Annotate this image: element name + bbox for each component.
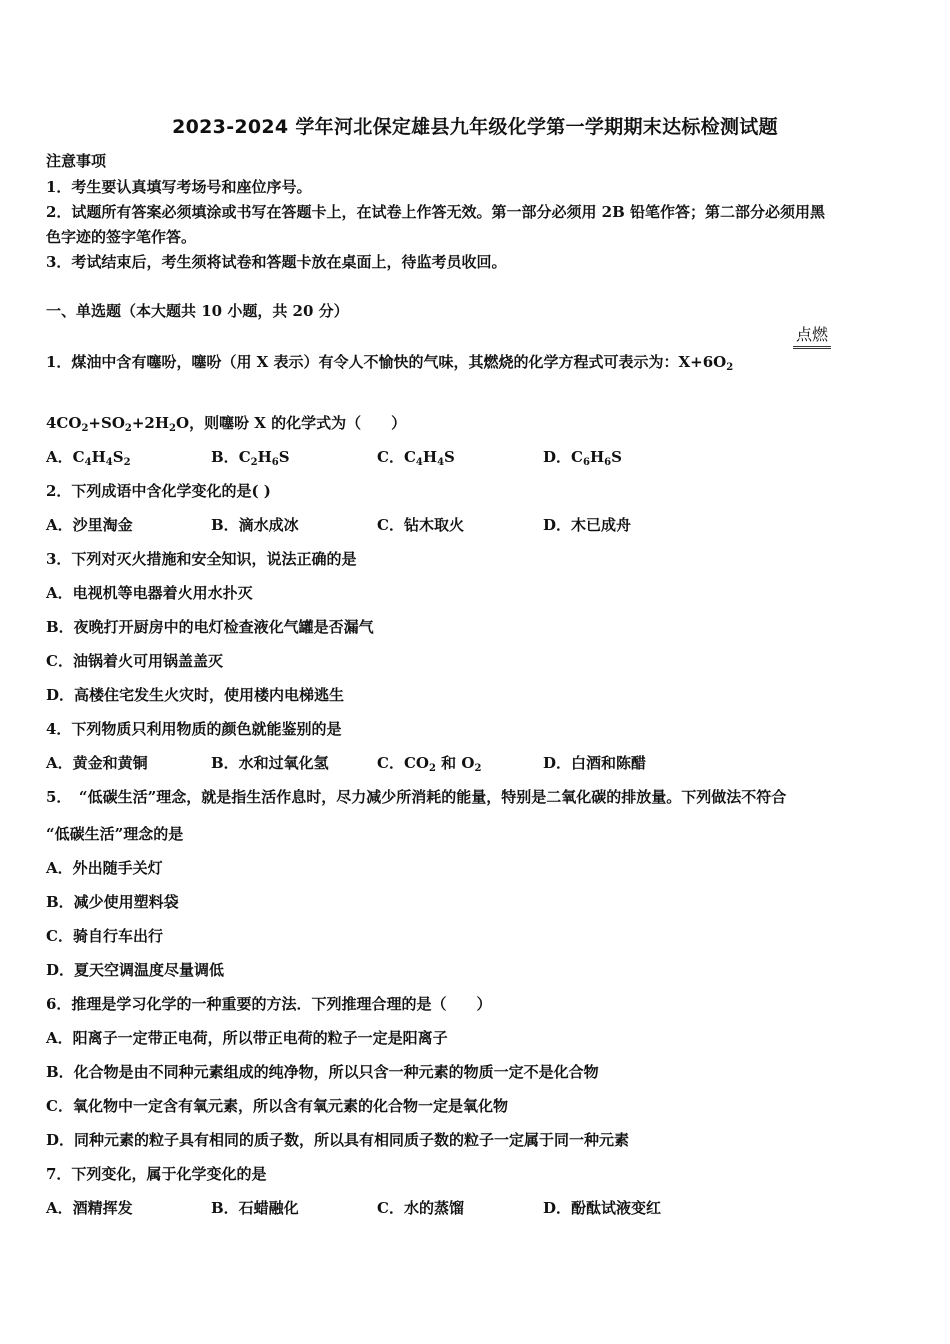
q2-option-d: D．木已成舟 (543, 516, 632, 534)
formula-part: H (91, 448, 106, 466)
formula-part: +SO (88, 414, 125, 432)
notice-item: 1．考生要认真填写考场号和座位序号。 (46, 178, 312, 196)
q5-option-d: D．夏天空调温度尽量调低 (46, 961, 225, 979)
q7-option-c: C．水的蒸馏 (377, 1199, 464, 1217)
q7-option-b: B．石蜡融化 (211, 1199, 299, 1217)
subscript: 2 (124, 423, 132, 434)
subscript: 4 (415, 457, 423, 468)
q3-option-c: C．油锅着火可用锅盖盖灭 (46, 652, 223, 670)
section-heading: 一、单选题（本大题共 10 小题，共 20 分） (46, 302, 349, 320)
notice-heading: 注意事项 (46, 152, 107, 170)
option-label: D． (543, 448, 572, 466)
q1-option (211, 447, 290, 467)
question-5-continued: “低碳生活”理念的是 (46, 825, 184, 843)
page-title: 2023-2024 学年河北保定雄县九年级化学第一学期期末达标检测试题 (172, 116, 778, 138)
subscript: 6 (271, 457, 279, 468)
notice-item: 2．试题所有答案必须填涂或书写在答题卡上，在试卷上作答无效。第一部分必须用 2B 铅笔作答；第二部分必须用黑 (46, 203, 826, 221)
subscript: 4 (437, 457, 445, 468)
q5-option-c: C．骑自行车出行 (46, 927, 163, 945)
subscript: 2 (250, 457, 258, 468)
question-6: 6．推理是学习化学的一种重要的方法．下列推理合理的是（ ） (46, 995, 492, 1013)
formula-part: C (571, 448, 583, 466)
formula-part: H (422, 448, 438, 466)
option-label: C． (377, 448, 404, 466)
q5-option-b: B．减少使用塑料袋 (46, 893, 179, 911)
subscript: 2 (81, 423, 89, 434)
subscript: 2 (123, 457, 131, 468)
q6-option-d: D．同种元素的粒子具有相同的质子数，所以具有相同质子数的粒子一定属于同一种元素 (46, 1131, 630, 1149)
formula-part: C (403, 448, 416, 466)
q3-option-a: A．电视机等电器着火用水扑灭 (46, 584, 253, 602)
formula-part: S (611, 448, 622, 466)
formula-part: +2H (131, 414, 170, 432)
formula-part: CO (403, 754, 429, 772)
q6-option-a: A．阳离子一定带正电荷，所以带正电荷的粒子一定是阳离子 (46, 1029, 448, 1047)
q3-option-d: D．高楼住宅发生火灾时，使用楼内电梯逃生 (46, 686, 345, 704)
question-3: 3．下列对灭火措施和安全知识，说法正确的是 (46, 550, 357, 568)
formula-part: C (238, 448, 251, 466)
q7-option-a: A．酒精挥发 (46, 1199, 133, 1217)
q4-option-a: A．黄金和黄铜 (46, 754, 148, 772)
q7-option-d: D．酚酞试液变红 (543, 1199, 662, 1217)
question-1-continued (46, 413, 406, 433)
reaction-condition: 点燃 (793, 326, 831, 349)
option-label: C． (377, 754, 404, 772)
q2-option-b: B．滴水成冰 (211, 516, 299, 534)
q2-option-a: A．沙里淘金 (46, 516, 133, 534)
subscript: 2 (726, 362, 734, 373)
q4-option-d: D．白酒和陈醋 (543, 754, 647, 772)
question-1 (46, 352, 733, 372)
question-7: 7．下列变化，属于化学变化的是 (46, 1165, 267, 1183)
q4-option-b: B．水和过氧化氢 (211, 754, 329, 772)
q4-option-c (377, 753, 481, 773)
equation-lhs: X+6O (678, 353, 727, 371)
subscript: 4 (84, 457, 92, 468)
subscript: 2 (169, 423, 177, 434)
subscript: 2 (428, 763, 436, 774)
formula-part: O，则噻吩 X 的化学式为（ ） (176, 414, 407, 432)
notice-item: 3．考试结束后，考生须将试卷和答题卡放在桌面上，待监考员收回。 (46, 253, 507, 271)
q5-option-a: A．外出随手关灯 (46, 859, 163, 877)
q6-option-c: C．氧化物中一定含有氧元素，所以含有氧元素的化合物一定是氧化物 (46, 1097, 508, 1115)
q6-option-b: B．化合物是由不同种元素组成的纯净物，所以只含一种元素的物质一定不是化合物 (46, 1063, 599, 1081)
formula-part: H (589, 448, 605, 466)
formula-part: S (112, 448, 124, 466)
formula-part: S (278, 448, 290, 466)
question-1-text: 1．煤油中含有噻吩，噻吩（用 X 表示）有令人不愉快的气味，其燃烧的化学方程式可表示为： (46, 353, 679, 371)
notice-item: 色字迹的签字笔作答。 (46, 228, 197, 246)
formula-part: 4CO (46, 414, 82, 432)
question-2: 2．下列成语中含化学变化的是( ) (46, 482, 271, 500)
question-4: 4．下列物质只利用物质的颜色就能鉴别的是 (46, 720, 342, 738)
q1-option (543, 447, 622, 467)
formula-part: C (72, 448, 85, 466)
option-label: B． (211, 448, 239, 466)
formula-part: S (444, 448, 455, 466)
formula-part: H (257, 448, 272, 466)
subscript: 4 (105, 457, 113, 468)
option-label: A． (46, 448, 73, 466)
subscript: 2 (474, 763, 482, 774)
q1-option (46, 447, 131, 467)
question-5: 5． “低碳生活”理念，就是指生活作息时，尽力减少所消耗的能量，特别是二氧化碳的排放量。下列做法不符合 (46, 788, 787, 806)
subscript: 6 (604, 457, 612, 468)
q2-option-c: C．钻木取火 (377, 516, 464, 534)
q1-option (377, 447, 455, 467)
q3-option-b: B．夜晚打开厨房中的电灯检查液化气罐是否漏气 (46, 618, 374, 636)
formula-part: 和 O (435, 754, 475, 772)
subscript: 6 (582, 457, 590, 468)
